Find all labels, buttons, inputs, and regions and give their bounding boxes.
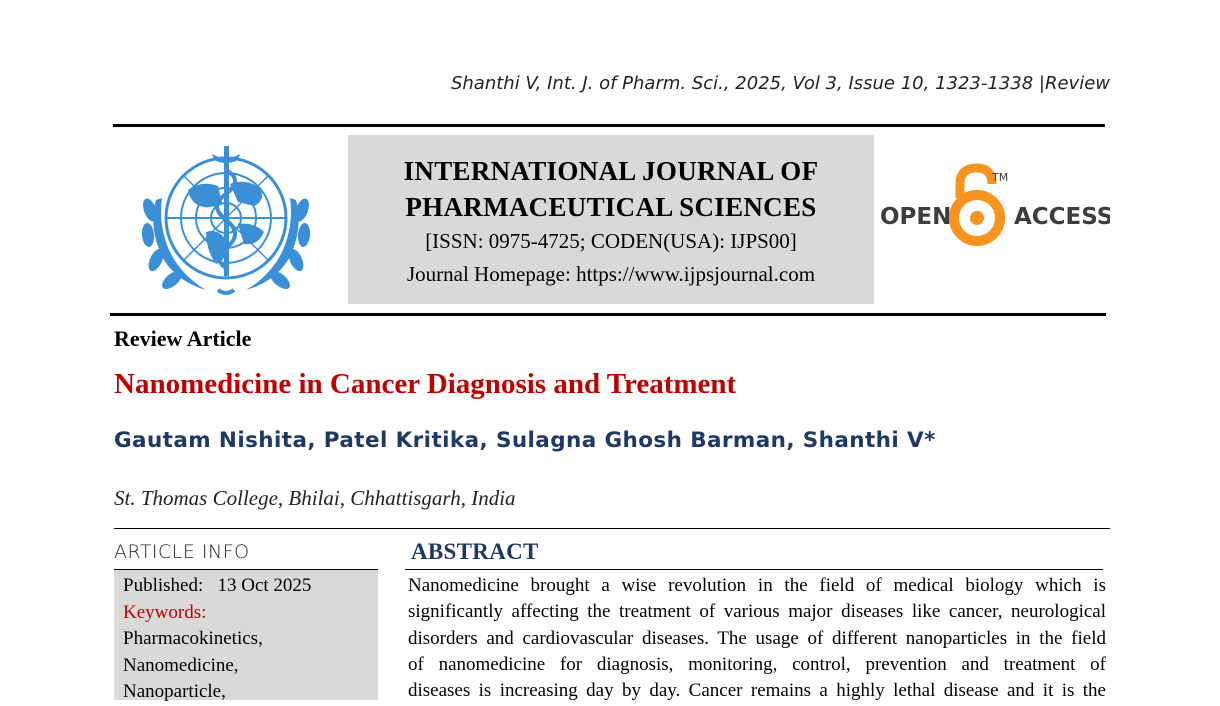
open-access-logo xyxy=(880,160,1110,255)
keyword-item: Nanoparticle, xyxy=(123,681,226,702)
abstract-line: of nanomedicine for diagnosis, monitoring, control, prevention and treatment of xyxy=(408,653,1106,675)
article-affiliation: St. Thomas College, Bhilai, Chhattisgarh, India xyxy=(114,486,516,510)
open-access-access-text: ACCESS xyxy=(1014,204,1110,230)
journal-homepage: Journal Homepage: https://www.ijpsjournal.com xyxy=(406,262,816,286)
journal-masthead xyxy=(348,135,874,304)
keyword-item: Pharmacokinetics, xyxy=(123,628,263,649)
abstract-rule xyxy=(405,569,1103,570)
open-access-tm-text: TM xyxy=(992,171,1009,184)
journal-logo xyxy=(126,140,326,305)
article-title: Nanomedicine in Cancer Diagnosis and Treatment xyxy=(114,368,737,400)
keyword-item: Nanomedicine, xyxy=(123,654,239,676)
open-access-open-text: OPEN xyxy=(880,204,952,230)
abstract-line: diseases is increasing day by day. Cancer remains a highly lethal disease and it is the xyxy=(408,680,1106,702)
abstract-heading: ABSTRACT xyxy=(411,539,539,564)
section-divider xyxy=(114,528,1110,529)
article-authors: Gautam Nishita, Patel Kritika, Sulagna Ghosh Barman, Shanthi V* xyxy=(114,428,936,453)
abstract-line: Nanomedicine brought a wise revolution in the field of medical biology which is xyxy=(408,575,1106,596)
journal-title-line-2: PHARMACEUTICAL SCIENCES xyxy=(405,192,817,222)
article-type: Review Article xyxy=(114,326,252,351)
masthead-bottom-rule xyxy=(110,313,1106,316)
published-row xyxy=(123,573,378,600)
published-label: Published: xyxy=(123,575,204,596)
article-info-heading: ARTICLE INFO xyxy=(114,541,250,563)
journal-issn: [ISSN: 0975-4725; CODEN(USA): IJPS00] xyxy=(425,229,797,253)
published-date: 13 Oct 2025 xyxy=(217,575,312,596)
abstract-line: disorders and cardiovascular diseases. The usage of different nanoparticles in the field xyxy=(408,627,1106,649)
citation-header: Shanthi V, Int. J. of Pharm. Sci., 2025, Vol 3, Issue 10, 1323-1338 |Review xyxy=(450,73,1110,94)
article-info-box xyxy=(114,570,378,700)
journal-title-line-1: INTERNATIONAL JOURNAL OF xyxy=(403,156,819,186)
keywords-label: Keywords: xyxy=(123,601,207,623)
top-rule xyxy=(113,124,1105,127)
abstract-line: significantly affecting the treatment of various major diseases like cancer, neurological xyxy=(408,601,1106,623)
abstract-body xyxy=(408,573,1106,704)
caduceus-globe-emblem-icon xyxy=(126,140,326,305)
